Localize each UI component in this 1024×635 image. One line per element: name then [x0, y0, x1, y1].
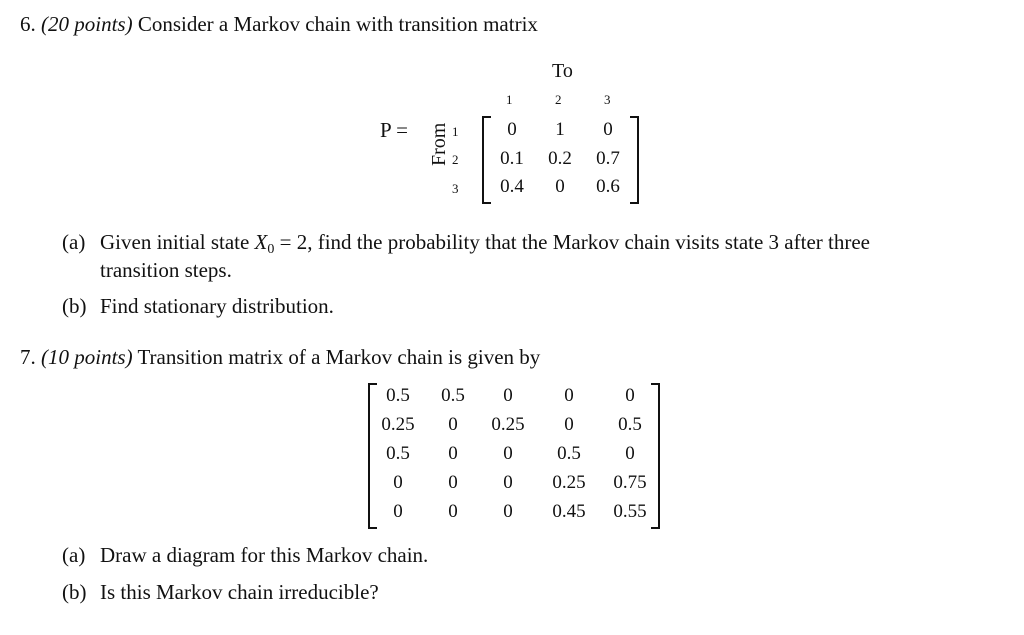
m7-cell-1-4: 0 — [564, 385, 574, 406]
to-label: To — [552, 60, 573, 82]
problem-6-part-b: Find stationary distribution. — [100, 294, 334, 318]
p-cell-3-3: 0.6 — [596, 176, 620, 197]
p-cell-2-1: 0.1 — [500, 148, 524, 169]
m7-cell-1-1: 0.5 — [386, 385, 410, 406]
problem-7-part-b: Is this Markov chain irreducible? — [100, 580, 379, 604]
m7-cell-4-5: 0.75 — [613, 472, 647, 493]
m7-cell-3-2: 0 — [448, 443, 458, 464]
problem-7-points: (10 points) — [41, 345, 133, 369]
from-label: From — [428, 122, 450, 166]
problem-6-number: 6. — [20, 12, 36, 36]
m7-cell-2-5: 0.5 — [618, 414, 642, 435]
p-cell-2-3: 0.7 — [596, 148, 620, 169]
m7-cell-5-5: 0.55 — [613, 501, 647, 522]
problem-6-part-a-label: (a) — [62, 230, 86, 254]
problem-6-header — [20, 12, 538, 36]
m7-cell-4-1: 0 — [393, 472, 403, 493]
part-a-var: X — [254, 230, 268, 254]
problem-7-part-b-label: (b) — [62, 580, 87, 604]
problem-6-part-a-cont: transition steps. — [100, 258, 232, 282]
problem-7-part-a-label: (a) — [62, 543, 86, 567]
m7-cell-4-3: 0 — [503, 472, 513, 493]
p-cell-1-2: 1 — [555, 119, 565, 140]
part-a-text-pre: Given initial state — [100, 230, 255, 254]
problem-7-text: Transition matrix of a Markov chain is given by — [137, 345, 541, 369]
problem-7-number: 7. — [20, 345, 36, 369]
problem-6-points: (20 points) — [41, 12, 133, 36]
problem-7-part-a: Draw a diagram for this Markov chain. — [100, 543, 429, 567]
p-cell-3-2: 0 — [555, 176, 565, 197]
row-index-3: 3 — [452, 181, 459, 196]
col-index-1: 1 — [506, 92, 513, 107]
problem-6-part-b-label: (b) — [62, 294, 87, 318]
row-index-2: 2 — [452, 152, 459, 167]
m7-cell-5-1: 0 — [393, 501, 403, 522]
m7-cell-3-4: 0.5 — [557, 443, 581, 464]
p-cell-1-1: 0 — [507, 119, 517, 140]
m7-cell-1-3: 0 — [503, 385, 513, 406]
p-cell-3-1: 0.4 — [500, 176, 524, 197]
row-index-1: 1 — [452, 124, 459, 139]
m7-cell-3-1: 0.5 — [386, 443, 410, 464]
col-index-2: 2 — [555, 92, 562, 107]
m7-cell-2-2: 0 — [448, 414, 458, 435]
m7-cell-4-2: 0 — [448, 472, 458, 493]
problem-6-text: Consider a Markov chain with transition matrix — [137, 12, 538, 36]
m7-cell-2-4: 0 — [564, 414, 574, 435]
m7-cell-3-3: 0 — [503, 443, 513, 464]
m7-cell-4-4: 0.25 — [552, 472, 586, 493]
m7-cell-1-5: 0 — [625, 385, 635, 406]
part-a-sub: 0 — [267, 242, 275, 257]
col-index-3: 3 — [604, 92, 611, 107]
m7-cell-1-2: 0.5 — [441, 385, 465, 406]
matrix-p-label: P = — [380, 118, 408, 142]
m7-cell-5-4: 0.45 — [552, 501, 586, 522]
m7-cell-5-2: 0 — [448, 501, 458, 522]
m7-cell-2-1: 0.25 — [381, 414, 415, 435]
p-cell-2-2: 0.2 — [548, 148, 572, 169]
m7-cell-5-3: 0 — [503, 501, 513, 522]
m7-cell-3-5: 0 — [625, 443, 635, 464]
part-a-text-post: = 2, find the probability that the Markov chain visits state 3 after three — [274, 230, 870, 254]
p-cell-1-3: 0 — [603, 119, 613, 140]
m7-cell-2-3: 0.25 — [491, 414, 525, 435]
problem-7-header — [20, 345, 540, 369]
